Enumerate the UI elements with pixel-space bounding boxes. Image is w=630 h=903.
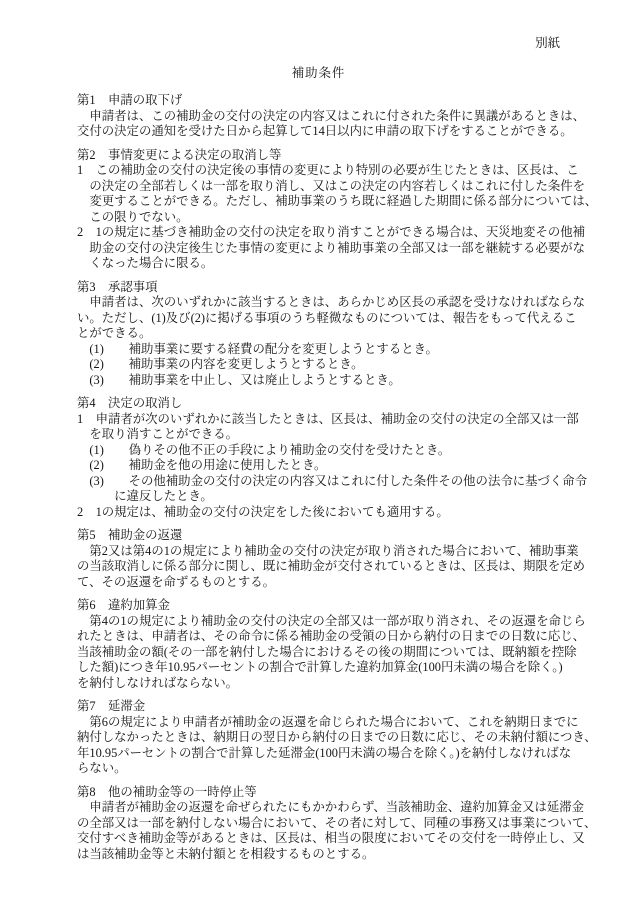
section-heading: 第4 決定の取消し	[77, 396, 183, 410]
text-line: (2) 補助事業の内容を変更しようとするとき。	[77, 357, 364, 371]
text-line: 申請者は、次のいずれかに該当するときは、あらかじめ区長の承認を受けなければならな	[77, 295, 586, 309]
section	[77, 93, 586, 140]
text-line: した額)につき年10.95パーセントの割合で計算した違約加算金(100円未満の場合を除く。)	[77, 660, 563, 674]
corner-label: 別紙	[535, 36, 560, 50]
text-line: (1) 補助事業に要する経費の配分を変更しようとするとき。	[77, 341, 438, 356]
text-line: 第4の1の規定により補助金の交付の決定の全部又は一部が取り消され、その返還を命じら	[77, 613, 586, 628]
text-line: 交付の決定の通知を受けた日から起算して14日以内に申請の取下げをすることができる。	[77, 124, 573, 138]
text-line: 交付すべき補助金等があるときは、区長は、相当の限度においてその交付を一時停止し、又	[77, 831, 585, 845]
text-line: い。ただし、(1)及び(2)に掲げる事項のうち軽微なものについては、報告をもって代えるこ	[77, 310, 577, 325]
text-line: の当該取消しに係る部分に関し、既に補助金が交付されているときは、区長は、期限を定め	[77, 559, 586, 573]
text-line: (1) 偽りその他不正の手段により補助金の交付を受けたとき。	[77, 442, 451, 457]
section-heading: 第1 申請の取下げ	[77, 93, 183, 107]
text-line: は当該補助金等と未納付額とを相殺するものとする。	[77, 846, 375, 861]
section	[77, 528, 586, 590]
section-heading: 第3 承認事項	[77, 279, 158, 294]
text-line: に違反したとき。	[77, 489, 213, 503]
text-line: 第2又は第4の1の規定により補助金の交付の決定が取り消された場合において、補助事業	[77, 543, 579, 558]
text-line: 年10.95パーセントの割合で計算した延滞金(100円未満の場合を除く。)を納付しなければな	[77, 745, 572, 760]
section-heading: 第2 事情変更による決定の取消し等	[77, 147, 282, 162]
text-line: 申請者は、この補助金の交付の決定の内容又はこれに付された条件に異議があるときは、	[77, 108, 586, 123]
text-line: 助金の交付の決定後生じた事情の変更により補助事業の全部又は一部を継続する必要がな	[77, 240, 586, 255]
text-line: 1 この補助金の交付の決定後の事情の変更により特別の必要が生じたときは、区長は、こ	[77, 163, 579, 177]
text-line: らない。	[77, 761, 127, 775]
section-heading: 第8 他の補助金等の一時停止等	[77, 784, 257, 799]
text-line: 申請者が補助金の返還を命ぜられたにもかかわらず、当該補助金、違約加算金又は延滞金	[77, 800, 585, 814]
text-line: 1 申請者が次のいずれかに該当したときは、区長は、補助金の交付の決定の全部又は一部	[77, 411, 579, 426]
text-line: とができる。	[77, 326, 152, 340]
text-line: を納付しなければならない。	[77, 675, 239, 690]
document-body	[77, 93, 598, 862]
text-line: 納付しなかったときは、納期日の翌日から納付の日までの日数に応じ、その未納付額につき、	[77, 730, 597, 744]
text-line: (2) 補助金を他の用途に使用したとき。	[77, 458, 327, 472]
text-line: の全部又は一部を納付しない場合において、その者に対して、同種の事務又は事業について、	[77, 815, 597, 830]
text-line: 第6の規定により申請者が補助金の返還を命じられた場合において、これを納期日までに	[77, 714, 579, 729]
text-line: 2 1の規定は、補助金の交付の決定をした後においても適用する。	[77, 504, 449, 519]
text-line: この限りでない。	[77, 209, 189, 224]
text-line: くなった場合に限る。	[77, 256, 214, 270]
document-title: 補助条件	[291, 65, 346, 80]
section	[77, 598, 586, 691]
section	[77, 279, 586, 389]
text-line: (3) その他補助金の交付の決定の内容又はこれに付した条件その他の法令に基づく命令	[77, 473, 588, 488]
section-heading: 第6 違約加算金	[77, 598, 170, 612]
text-line: (3) 補助事業を中止し、又は廃止しようとするとき。	[77, 372, 401, 387]
text-line: て、その返還を命ずるものとする。	[77, 574, 276, 589]
section	[77, 396, 588, 520]
section	[77, 699, 597, 777]
text-line: 変更することができる。ただし、補助事業のうち既に経過した期間に係る部分については、	[77, 194, 598, 208]
text-line: 当該補助金の額(その一部を納付した場合におけるその後の期間については、既納額を控除	[77, 644, 577, 659]
text-line: の決定の全部若しくは一部を取り消し、又はこの決定の内容若しくはこれに付した条件を	[77, 178, 586, 193]
text-line: 2 1の規定に基づき補助金の交付の決定を取り消すことができる場合は、天災地変その他補	[77, 225, 586, 239]
section-heading: 第5 補助金の返還	[77, 528, 183, 542]
section	[77, 784, 597, 863]
text-line: を取り消すことができる。	[77, 427, 239, 441]
section	[77, 147, 598, 272]
text-line: れたときは、申請者は、その命令に係る補助金の受領の日から納付の日までの日数に応じ、	[77, 629, 586, 643]
section-heading: 第7 延滞金	[77, 699, 146, 713]
